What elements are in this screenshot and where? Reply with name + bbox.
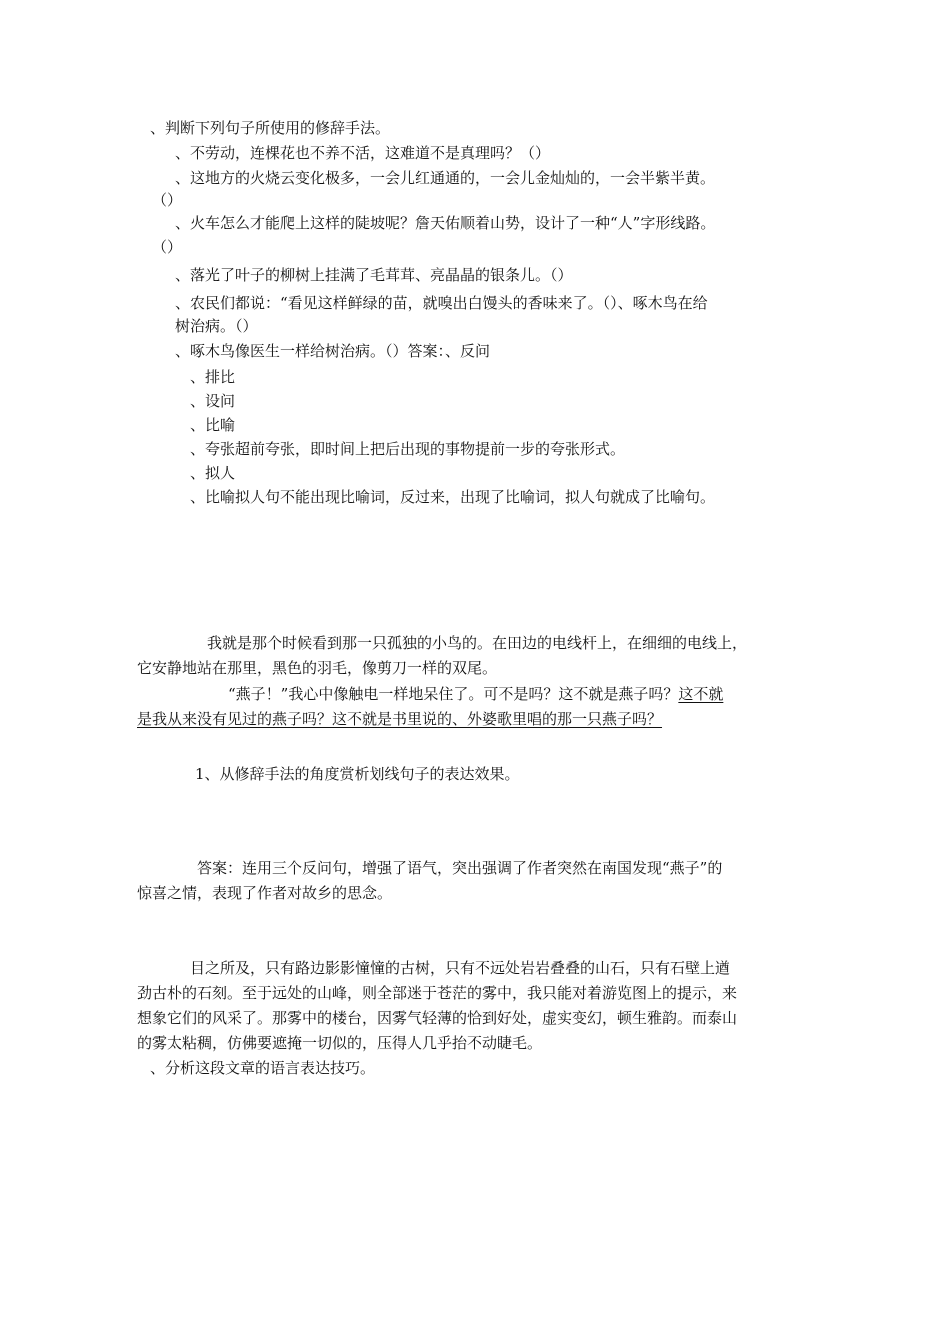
passage-swallow-line-3 [228, 684, 723, 704]
question-language-skill: 、分析这段文章的语言表达技巧。 [150, 1059, 376, 1077]
question-2-bracket: （） [152, 191, 183, 209]
passage-taishan-line: 想象它们的风采了。那雾中的楼台，因雾气轻薄的恰到好处，虚实变幻，顿生雅韵。而泰山 [137, 1009, 738, 1027]
question-3-bracket: （） [152, 238, 183, 256]
question-5: 、农民们都说：“看见这样鲜绿的苗，就嗅出白馒头的香味来了。（）、啄木鸟在给 [175, 294, 708, 312]
passage-swallow-line-2: 它安静地站在那里，黑色的羽毛，像剪刀一样的双尾。 [137, 659, 498, 677]
answer-text: 答案：连用三个反问句，增强了语气，突出强调了作者突然在南国发现“燕子”的 [197, 859, 723, 877]
underlined-sentence: 这不就 [678, 685, 724, 703]
passage-swallow-text: “燕子！”我心中像触电一样地呆住了。可不是吗？这不就是燕子吗？ [228, 685, 679, 703]
underlined-sentence-cont: 是我从来没有见过的燕子吗？这不就是书里说的、外婆歌里唱的那一只燕子吗？ [137, 710, 663, 728]
question-1: 、不劳动，连棵花也不养不活，这难道不是真理吗？（） [175, 144, 551, 162]
answer-item: 、夸张超前夸张，即时间上把后出现的事物提前一步的夸张形式。 [190, 440, 626, 458]
section1-heading: 、判断下列句子所使用的修辞手法。 [150, 119, 391, 137]
answer-item: 、设问 [190, 392, 236, 410]
answer-item: 、排比 [190, 368, 236, 386]
question-6: 、啄木鸟像医生一样给树治病。（）答案：、反问 [175, 342, 491, 360]
question-3: 、火车怎么才能爬上这样的陡坡呢？詹天佑顺着山势，设计了一种“人”字形线路。 [175, 214, 716, 232]
answer-item: 、比喻拟人句不能出现比喻词，反过来，出现了比喻词，拟人句就成了比喻句。 [190, 488, 716, 506]
answer-item: 、比喻 [190, 416, 236, 434]
question-5-cont: 树治病。（） [175, 317, 258, 335]
passage-taishan-line: 的雾太粘稠，仿佛要遮掩一切似的，压得人几乎抬不动睫毛。 [137, 1034, 543, 1052]
question-2: 、这地方的火烧云变化极多，一会儿红通通的，一会儿金灿灿的，一会半紫半黄。 [175, 169, 716, 187]
question-4: 、落光了叶子的柳树上挂满了毛茸茸、亮晶晶的银条儿。（） [175, 266, 573, 284]
passage-taishan-line: 目之所及，只有路边影影憧憧的古树，只有不远处岩岩叠叠的山石，只有石壁上遒 [190, 959, 731, 977]
passage-taishan-line: 劲古朴的石刻。至于远处的山峰，则全部迷于苍茫的雾中，我只能对着游览图上的提示，来 [137, 984, 738, 1002]
question-appreciate: 1、从修辞手法的角度赏析划线句子的表达效果。 [195, 765, 520, 783]
answer-text-cont: 惊喜之情，表现了作者对故乡的思念。 [137, 884, 393, 902]
answer-item: 、拟人 [190, 464, 236, 482]
passage-swallow-line-1: 我就是那个时候看到那一只孤独的小鸟的。在田边的电线杆上，在细细的电线上， [207, 634, 748, 652]
